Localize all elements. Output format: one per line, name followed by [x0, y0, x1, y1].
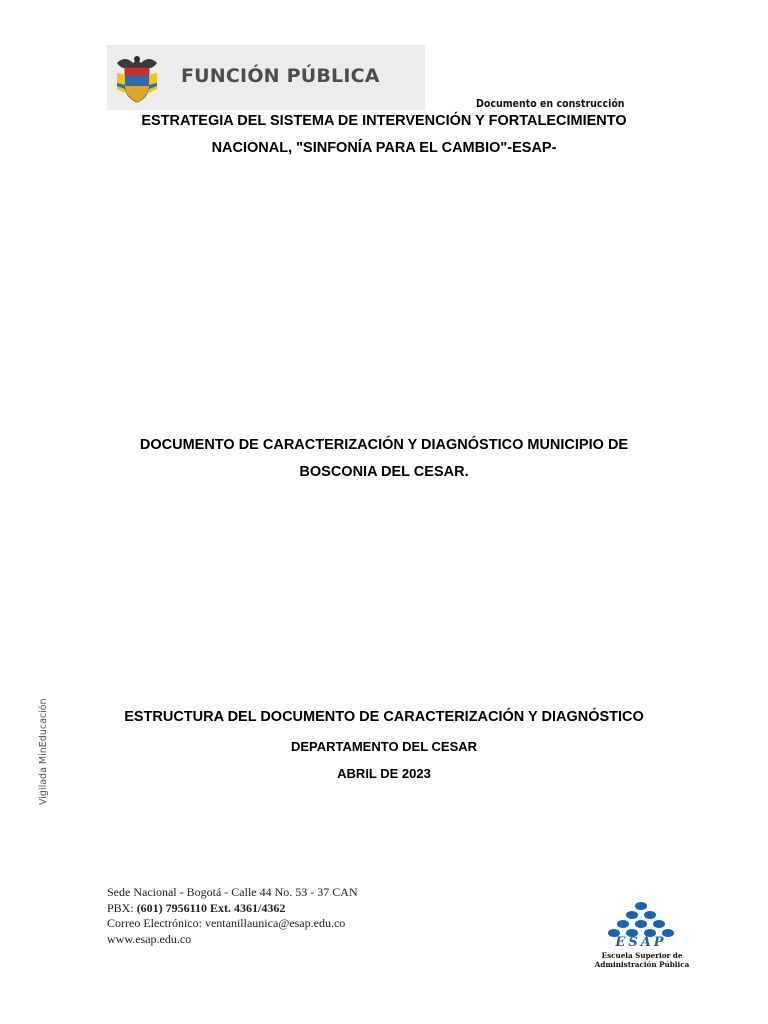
colombia-coat-of-arms-icon	[113, 53, 161, 105]
footer-address: Sede Nacional - Bogotá - Calle 44 No. 53 - 37 CAN	[107, 885, 358, 899]
esap-dots-icon	[608, 902, 674, 937]
strategy-title-line2: NACIONAL, "SINFONÍA PARA EL CAMBIO"-ESAP-	[211, 140, 557, 156]
esap-name-line1: Escuela Superior de	[601, 951, 683, 960]
esap-acronym: ESAP	[615, 935, 667, 950]
structure-heading: ESTRUCTURA DEL DOCUMENTO DE CARACTERIZACIÓN Y DIAGNÓSTICO	[124, 709, 644, 725]
footer-email: Correo Electrónico: ventanillaunica@esap.edu.co	[107, 916, 346, 930]
esap-name-line2: Administración Pública	[594, 960, 690, 969]
footer-contact	[107, 885, 358, 947]
brand-name: FUNCIÓN PÚBLICA	[181, 65, 380, 87]
vigilada-mineducacion-label: Vigilada MinEducación	[38, 698, 49, 805]
esap-logo	[580, 898, 705, 970]
document-title-line1: DOCUMENTO DE CARACTERIZACIÓN Y DIAGNÓSTICO MUNICIPIO DE	[139, 437, 629, 453]
footer-pbx	[107, 901, 358, 917]
funcion-publica-logo	[107, 45, 425, 110]
pbx-value: (601) 7956110 Ext. 4361/4362	[136, 900, 286, 915]
draft-note: Documento en construcción	[476, 97, 625, 110]
document-title-line2: BOSCONIA DEL CESAR.	[299, 464, 469, 480]
date-label: ABRIL DE 2023	[337, 766, 431, 781]
footer-website: www.esap.edu.co	[107, 931, 192, 946]
pbx-label: PBX:	[107, 900, 137, 915]
department-label: DEPARTAMENTO DEL CESAR	[290, 739, 478, 754]
strategy-title-line1: ESTRATEGIA DEL SISTEMA DE INTERVENCIÓN Y FORTALECIMIENTO	[141, 113, 627, 129]
